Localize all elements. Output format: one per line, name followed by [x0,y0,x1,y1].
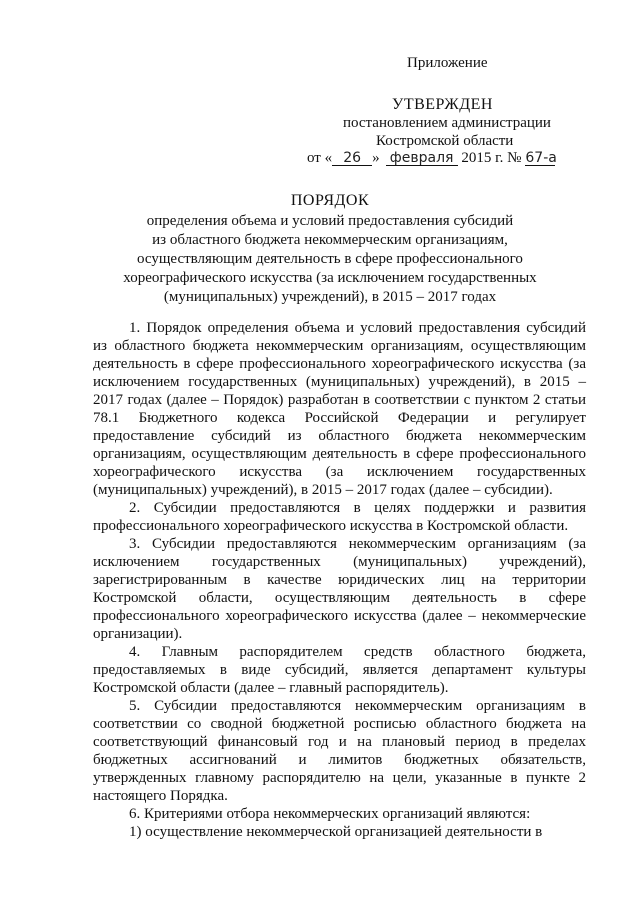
paragraph-2: 2. Субсидии предоставляются в целях поддержки и развития профессионального хореографического искусства в Костромской области. [93,500,586,534]
date-prefix: от « [307,150,333,166]
handwritten-day: 26 [332,151,372,166]
paragraph-5: 5. Субсидии предоставляются некоммерческим организациям в соответствии со сводной бюджетной росписью областного бюджета на соответствующий финансовый год и на плановый период в пределах бюджетных ассигнований и лимитов бюджетных обязательств, утвержденных главному распорядителю на цели, указанные в пункте 2 настоящего Порядка. [93,698,586,804]
title-line: (муниципальных) учреждений), в 2015 – 2017 годах [163,289,497,305]
paragraph-4: 4. Главным распорядителем средств областного бюджета, предоставляемых в виде субсидий, является департамент культуры Костромской области (далее – главный распорядитель). [93,644,586,696]
handwritten-month: февраля [386,151,458,166]
title-line: хореографического искусства (за исключением государственных [123,270,537,286]
approval-date-line [307,150,555,167]
paragraph-1: 1. Порядок определения объема и условий предоставления субсидий из областного бюджета некоммерческим организациям, осуществляющим деятельность в сфере профессионального хореографического искусства (за исключением государственных (муниципальных) учреждений), в 2015 – 2017 годах (далее – Порядок) разработан в соответствии с пунктом 2 статьи 78.1 Бюджетного кодекса Российской Федерации и регулирует предоставление субсидий из областного бюджета некоммерческим организациям, осуществляющим деятельность в сфере профессионального хореографического искусства (за исключением государственных (муниципальных) учреждений), в 2015 – 2017 годах (далее – субсидии). [93,320,586,498]
paragraph-6-item-1: 1) осуществление некоммерческой организацией деятельности в [129,824,543,840]
approved-heading: УТВЕРЖДЕН [392,96,493,113]
paragraph-6: 6. Критериями отбора некоммерческих организаций являются: [129,806,531,822]
date-year: 2015 г. № [461,150,522,166]
document-title-block [60,191,600,307]
title-line: осуществляющим деятельность в сфере профессионального [137,251,523,267]
title-line: определения объема и условий предоставления субсидий [146,213,514,229]
approval-authority-line1: постановлением администрации [343,115,551,131]
document-title: ПОРЯДОК [290,192,370,209]
date-close-quote: » [372,150,380,166]
document-body [93,319,586,841]
handwritten-doc-number: 67-а [525,150,557,166]
paragraph-3: 3. Субсидии предоставляются некоммерческим организациям (за исключением государственных (муниципальных) учреждений), зарегистрированным в качестве юридических лиц на территории Костромской области, осуществляющим деятельность в сфере профессионального хореографического искусства (далее – некоммерческие организации). [93,536,586,642]
title-line: из областного бюджета некоммерческим организациям, [152,232,508,248]
appendix-label: Приложение [407,55,488,71]
approval-authority-line2: Костромской области [376,133,514,149]
